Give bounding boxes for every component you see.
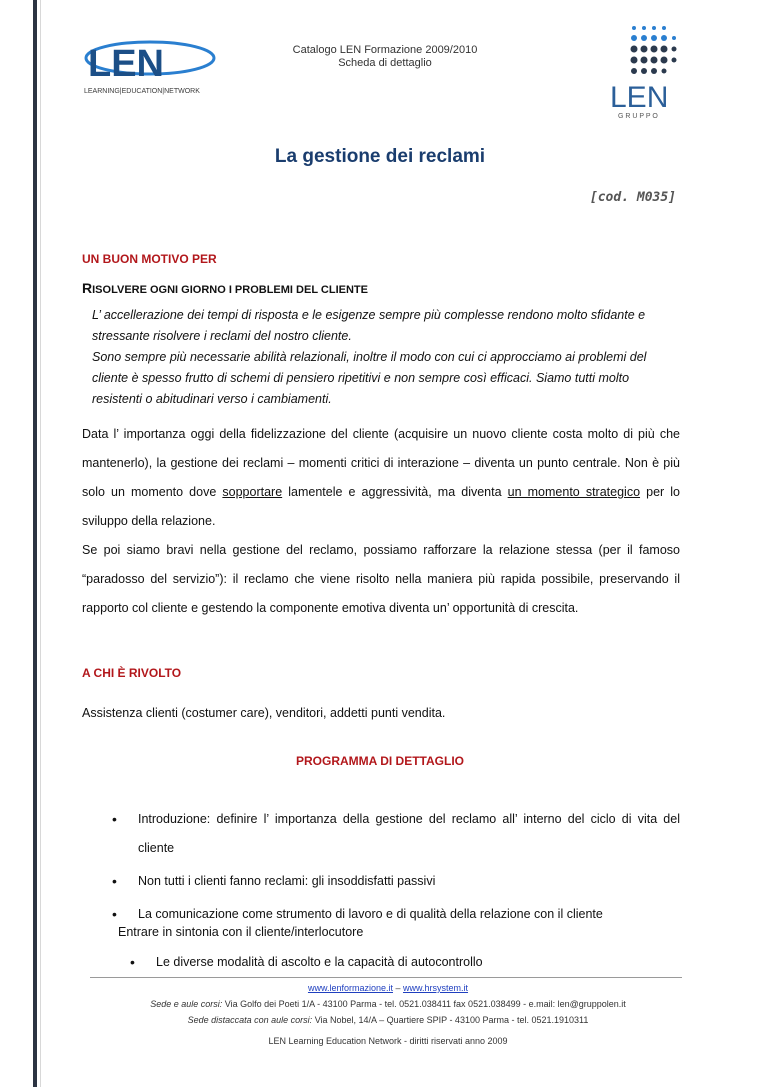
sheet-line: Scheda di dettaglio — [338, 57, 432, 69]
logo-right-text: LEN — [610, 81, 669, 114]
underlined-sopportare: sopportare — [222, 485, 283, 499]
page-title: La gestione dei reclami — [274, 146, 486, 167]
footer-copyright: LEN Learning Education Network - diritti riservati anno 2009 — [268, 1036, 508, 1046]
footer-address-main: Sede e aule corsi: Via Golfo dei Poeti 1/A - 43100 Parma - tel. 0521.038411 fax 0521.038499 - e.mail: len@gruppolen.it — [150, 999, 626, 1009]
section-heading-rivolto: A CHI È RIVOLTO — [82, 666, 182, 680]
page-left-border — [0, 0, 41, 1087]
footer-links: www.lenformazione.it – www.hrsystem.it — [307, 983, 469, 993]
list-item: • Le diverse modalità di ascolto e la capacità di autocontrollo — [130, 955, 483, 969]
len-gruppo-logo — [604, 22, 704, 122]
audience-text: Assistenza clienti (costumer care), venditori, addetti punti vendita. — [82, 706, 446, 720]
list-item: • Introduzione: definire l’ importanza della gestione del reclamo all’ interno del ciclo di vita del cliente — [112, 805, 680, 863]
paragraph-1: Data l’ importanza oggi della fidelizzazione del cliente (acquisire un nuovo cliente costa molto di più che mantenerlo), la gestione dei reclami – momenti critici di interazione – diventa un punto centrale. Non è più solo un momento dove sopportare lamentele e aggressività, ma diventa un momento strategico per lo sviluppo della relazione. — [82, 427, 680, 528]
section-subheading-risolvere — [82, 280, 368, 296]
italic-line: stressante risolvere i reclami del nostro cliente. — [92, 329, 352, 343]
header-caption — [240, 44, 530, 70]
section-heading-motivo: UN BUON MOTIVO PER — [82, 252, 217, 266]
logo-left-text: LEN — [88, 43, 164, 85]
body-paragraphs — [82, 420, 680, 623]
subheading-first-letter: R — [82, 280, 93, 296]
italic-line: Sono sempre più necessarie abilità relazionali, inoltre il modo con cui ci approcciamo ai problemi del — [92, 350, 647, 364]
paragraph-2: Se poi siamo bravi nella gestione del reclamo, possiamo rafforzare la relazione stessa (per il famoso “paradosso del servizio”): il reclamo che viene risolto nella maniera più rapida possibile, preservando il rapporto col cliente e gestendo la componente emotiva diventa un’ opportunità di crescita. — [82, 543, 680, 615]
logo-left-sub: LEARNING|EDUCATION|NETWORK — [84, 88, 200, 95]
logo-right-sub: G R U P P O — [618, 113, 658, 120]
italic-line: L’ accellerazione dei tempi di risposta e le esigenze sempre più complesse rendono molto sfidante e — [92, 308, 646, 322]
intro-italic-block — [92, 305, 682, 410]
list-item: • La comunicazione come strumento di lavoro e di qualità della relazione con il cliente — [112, 900, 680, 929]
program-subheading: Entrare in sintonia con il cliente/interlocutore — [118, 925, 364, 939]
list-item: • Non tutti i clienti fanno reclami: gli insoddisfatti passivi — [112, 867, 680, 896]
italic-line: resistenti o abitudinari verso i cambiamenti. — [92, 392, 332, 406]
footer-divider — [90, 977, 682, 978]
program-bullets — [112, 805, 680, 933]
catalog-line: Catalogo LEN Formazione 2009/2010 — [292, 44, 478, 56]
link-lenformazione[interactable]: www.lenformazione.it — [307, 983, 393, 993]
underlined-momento-strategico: un momento strategico — [507, 485, 641, 499]
footer-address-secondary: Sede distaccata con aule corsi: Via Nobel, 14/A – Quartiere SPIP - 43100 Parma - tel. 0521.1910311 — [187, 1015, 589, 1025]
link-hrsystem[interactable]: www.hrsystem.it — [403, 983, 469, 993]
subheading-rest: ISOLVERE OGNI GIORNO I PROBLEMI DEL CLIENTE — [92, 284, 368, 296]
len-logo-left — [80, 30, 220, 100]
course-code: [cod. M035] — [589, 190, 676, 205]
program-title: PROGRAMMA DI DETTAGLIO — [296, 754, 464, 768]
italic-line: cliente è spesso frutto di schemi di pensiero ripetitivi e non sempre così efficaci. Siamo tutti molto — [92, 371, 630, 385]
